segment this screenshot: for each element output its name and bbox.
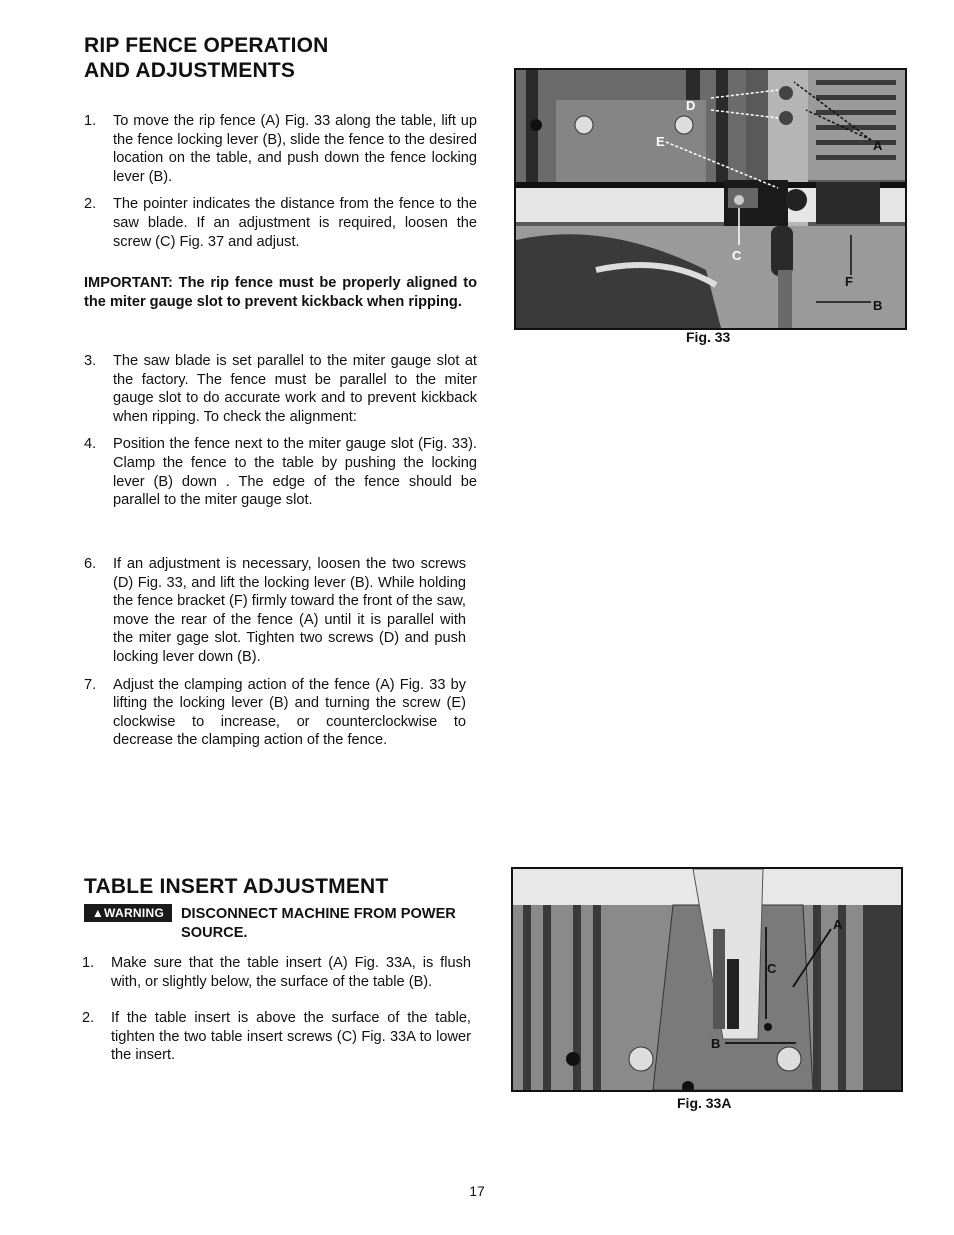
steps-list-c (84, 555, 466, 750)
step-3: 3. The saw blade is set parallel to the miter gauge slot at the factory. The fence must be parallel to the miter gauge slot to do accurate work and to prevent kickback when ripping. To check the alignment: (84, 353, 477, 425)
figure-33a-caption: Fig. 33A (677, 1095, 732, 1111)
steps-list-a (84, 112, 477, 251)
fig33-label-c: C (732, 248, 742, 263)
steps-list-b (84, 352, 477, 510)
step-2: 2. The pointer indicates the distance from the fence to the saw blade. If an adjustment is required, loosen the screw (C) Fig. 37 and adjust. (84, 196, 477, 250)
figure-33-illustration (516, 70, 905, 328)
figure-33a-photo (511, 867, 903, 1092)
insert-step-2: 2. If the table insert is above the surface of the table, tighten the two table insert screws (C) Fig. 33A to lower the insert. (82, 1010, 471, 1064)
warning-text: DISCONNECT MACHINE FROM POWER SOURCE. (181, 906, 456, 941)
fig33a-label-c: C (767, 961, 777, 976)
fig33a-label-b: B (711, 1036, 721, 1051)
section-title-rip-fence (84, 33, 329, 83)
section-title-table-insert: TABLE INSERT ADJUSTMENT (84, 875, 389, 898)
step-7: 7. Adjust the clamping action of the fence (A) Fig. 33 by lifting the locking lever (B) and turning the screw (E) clockwise to increase, or counterclockwise to decrease the clamping action of the fence. (84, 676, 466, 749)
fig33a-label-a: A (833, 917, 843, 932)
fig33-label-d: D (686, 98, 696, 113)
steps-list-insert (82, 954, 471, 1065)
fig33-label-b: B (873, 298, 883, 313)
warning-badge: ▲WARNING (84, 904, 172, 922)
fig33-label-a: A (873, 138, 883, 153)
step-1: 1. To move the rip fence (A) Fig. 33 along the table, lift up the fence locking lever (B), slide the fence to the desired location on the table, and push down the fence locking lever (B). (84, 113, 477, 185)
step-6: 6. If an adjustment is necessary, loosen the two screws (D) Fig. 33, and lift the locking lever (B). While holding the fence bracket (F) firmly toward the front of the saw, move the rear of the fence (A) until it is parallel with the miter gage slot. Tighten two screws (D) and push locking lever down (B). (84, 556, 466, 665)
title-line-1: RIP FENCE OPERATION (84, 34, 329, 57)
fig33-label-e: E (656, 134, 665, 149)
figure-33-photo (514, 68, 907, 330)
insert-step-1: 1. Make sure that the table insert (A) Fig. 33A, is flush with, or slightly below, the surface of the table (B). (82, 955, 471, 990)
important-note: IMPORTANT: The rip fence must be properly aligned to the miter gauge slot to prevent kickback when ripping. (84, 275, 477, 310)
title-line-2: AND ADJUSTMENTS (84, 59, 296, 82)
page-number: 17 (469, 1183, 485, 1199)
step-4: 4. Position the fence next to the miter gauge slot (Fig. 33). Clamp the fence to the table by pushing the locking lever (B) down . The edge of the fence should be parallel to the miter gauge slot. (84, 436, 477, 509)
figure-33a-illustration (513, 869, 901, 1090)
fig33-label-f: F (845, 274, 853, 289)
figure-33-caption: Fig. 33 (686, 329, 731, 345)
